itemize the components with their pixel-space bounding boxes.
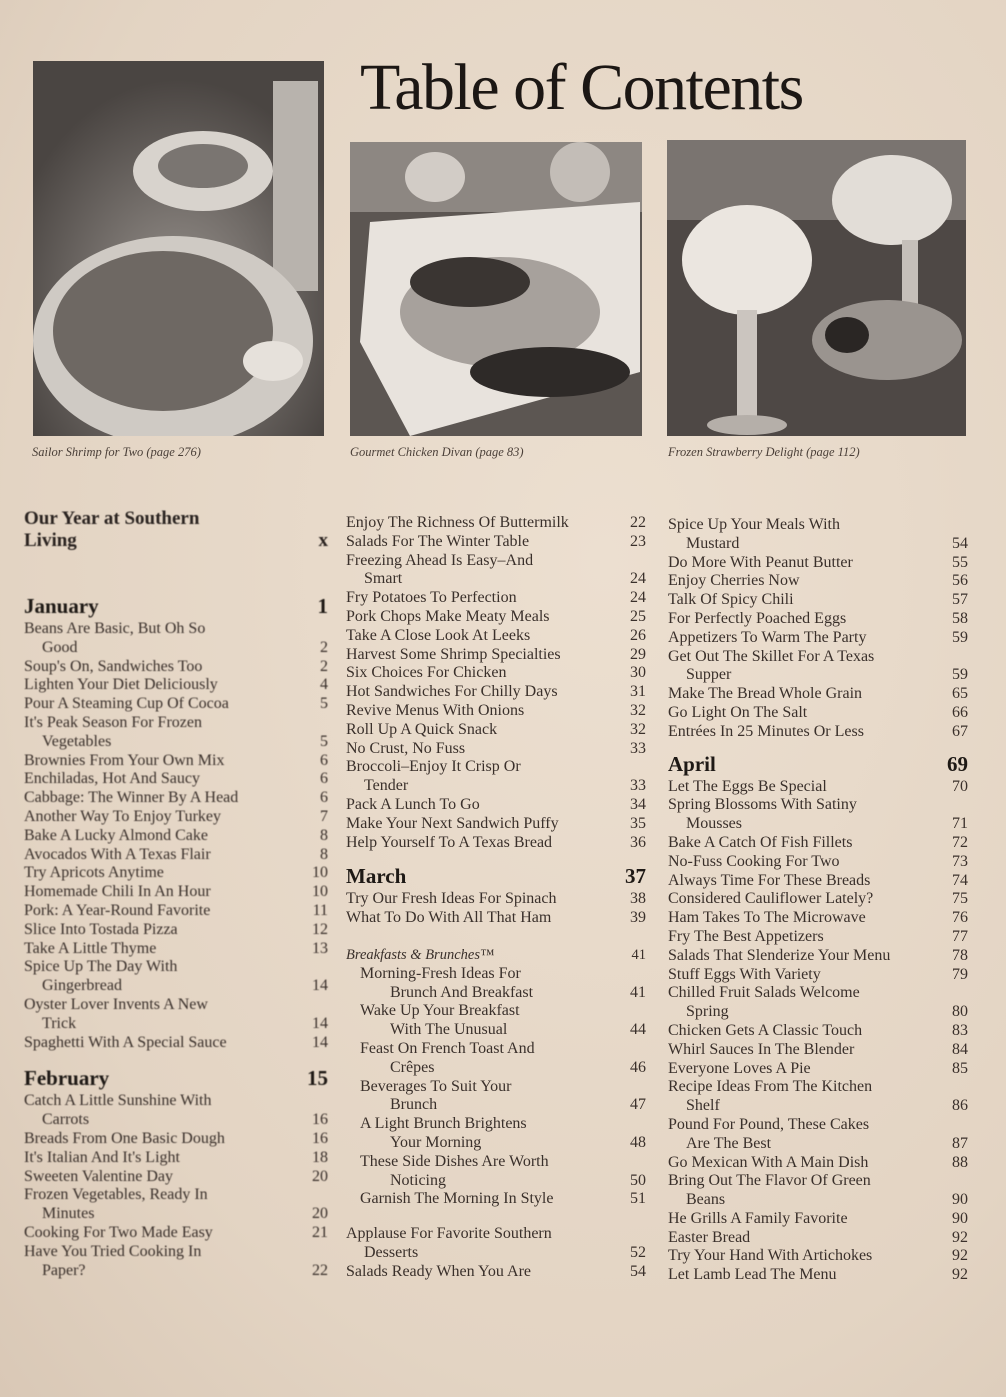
toc-entry-page: 90: [952, 1191, 968, 1209]
toc-entry-page: 44: [630, 1021, 646, 1039]
toc-entry-title: Go Mexican With A Main Dish: [668, 1153, 869, 1171]
toc-entry-title: These Side Dishes Are Worth Noticing: [360, 1152, 549, 1189]
toc-entry[interactable]: [668, 909, 968, 928]
toc-entry-page: 22: [312, 1261, 328, 1279]
toc-entry[interactable]: [24, 902, 328, 921]
photo-caption-chicken-divan: Gourmet Chicken Divan (page 83): [350, 445, 524, 459]
toc-entry[interactable]: [24, 676, 328, 695]
toc-entry[interactable]: [668, 947, 968, 966]
toc-entry-title: Garnish The Morning In Style: [360, 1190, 554, 1208]
toc-entry[interactable]: [24, 1168, 328, 1187]
toc-entry[interactable]: [346, 740, 646, 759]
toc-entry[interactable]: [24, 940, 328, 959]
toc-entry[interactable]: [346, 514, 646, 533]
toc-entry-page: 92: [952, 1247, 968, 1265]
toc-entry[interactable]: [668, 1172, 968, 1210]
toc-entry-title: Easter Bread: [668, 1228, 751, 1246]
toc-entry[interactable]: [346, 909, 646, 928]
toc-entry-page: 16: [312, 1129, 328, 1147]
toc-entry-title: Spice Up Your Meals With Mustard: [668, 516, 840, 552]
toc-entry-page: 31: [630, 683, 646, 701]
toc-entry[interactable]: [24, 1130, 328, 1149]
toc-entry[interactable]: [346, 664, 646, 683]
toc-entry-title: It's Peak Season For Frozen Vegetables: [24, 713, 202, 750]
toc-entry-title: Talk Of Spicy Chili: [668, 591, 794, 609]
toc-entry[interactable]: [24, 1224, 328, 1243]
toc-entry[interactable]: [346, 1225, 646, 1263]
toc-entry-title: Recipe Ideas From The Kitchen Shelf: [668, 1078, 873, 1115]
toc-entry-page: 39: [630, 909, 646, 927]
toc-entry[interactable]: [346, 1040, 646, 1078]
toc-entry-title: Soup's On, Sandwiches Too: [24, 657, 203, 675]
toc-entry-title: Revive Menus With Onions: [346, 701, 525, 719]
toc-entry[interactable]: [668, 1041, 968, 1060]
toc-entry-page: 10: [312, 883, 328, 901]
toc-entry-title: Entrées In 25 Minutes Or Less: [668, 722, 864, 740]
toc-entry[interactable]: [24, 714, 328, 752]
toc-entry-title: Make The Bread Whole Grain: [668, 685, 863, 703]
toc-entry[interactable]: [24, 770, 328, 789]
toc-month-february[interactable]: February 15: [24, 1066, 328, 1091]
toc-entry-page: 92: [952, 1228, 968, 1246]
toc-entry-page: 8: [320, 826, 328, 844]
toc-entry-page: 10: [312, 864, 328, 882]
toc-entry-page: 80: [952, 1003, 968, 1021]
toc-entry-title: Oyster Lover Invents A New Trick: [24, 995, 208, 1032]
toc-entry[interactable]: [346, 1263, 646, 1282]
toc-entry-page: 70: [952, 777, 968, 795]
toc-entry[interactable]: [668, 610, 968, 629]
toc-entry-page: 6: [320, 751, 328, 769]
toc-entry-page: 25: [630, 607, 646, 625]
toc-entry-title: Spice Up The Day With Gingerbread: [24, 958, 178, 995]
toc-entry-page: 32: [630, 720, 646, 738]
toc-entry-title: Pork Chops Make Meaty Meals: [346, 607, 550, 625]
toc-entry-title: No-Fuss Cooking For Two: [668, 852, 840, 870]
toc-entry-title: He Grills A Family Favorite: [668, 1209, 848, 1227]
toc-entry-title: Take A Close Look At Leeks: [346, 626, 531, 644]
toc-entry-title: Let Lamb Lead The Menu: [668, 1266, 837, 1284]
toc-entry-title: Salads For The Winter Table: [346, 532, 530, 550]
toc-entry-page: 18: [312, 1148, 328, 1166]
toc-entry-page: 47: [630, 1096, 646, 1114]
toc-entry-title: Do More With Peanut Butter: [668, 553, 853, 571]
toc-entry-page: 52: [630, 1243, 646, 1261]
toc-entry-page: 41: [630, 983, 646, 1001]
toc-entry-page: 20: [312, 1167, 328, 1185]
toc-entry-page: 22: [630, 514, 646, 531]
toc-entry-title: Morning-Fresh Ideas For Brunch And Breakfast: [360, 964, 534, 1001]
toc-entry-page: 77: [952, 927, 968, 945]
toc-entry[interactable]: [668, 572, 968, 591]
toc-entry-page: 26: [630, 626, 646, 644]
toc-entry-title: Always Time For These Breads: [668, 871, 871, 889]
toc-entry-page: 14: [312, 1014, 328, 1032]
toc-entry-title: Bake A Lucky Almond Cake: [24, 826, 208, 844]
photo-chicken-divan: [350, 142, 642, 436]
toc-entry-title: Beverages To Suit Your Brunch: [360, 1077, 512, 1114]
toc-entry[interactable]: [24, 695, 328, 714]
toc-entry[interactable]: [24, 620, 328, 658]
toc-entry-title: Considered Cauliflower Lately?: [668, 890, 874, 908]
toc-entry[interactable]: [346, 1115, 646, 1153]
toc-entry[interactable]: [346, 796, 646, 815]
toc-list-march: [346, 890, 646, 928]
toc-entry[interactable]: [24, 827, 328, 846]
toc-entry[interactable]: [346, 965, 646, 1003]
toc-entry[interactable]: [668, 1116, 968, 1154]
toc-entry-title: Applause For Favorite Southern Desserts: [346, 1225, 552, 1261]
toc-entry[interactable]: [668, 796, 968, 834]
toc-entry-intro[interactable]: Our Year at Southern Living x: [24, 508, 328, 551]
toc-entry-title: What To Do With All That Ham: [346, 909, 552, 927]
toc-entry-page: 11: [312, 901, 328, 919]
toc-entry-page: 48: [630, 1133, 646, 1151]
toc-entry-title: Cooking For Two Made Easy: [24, 1223, 213, 1241]
toc-entry-title: Bake A Catch Of Fish Fillets: [668, 833, 853, 851]
toc-column-2: [346, 514, 646, 1281]
toc-entry-page: 92: [952, 1266, 968, 1284]
toc-entry[interactable]: [24, 1149, 328, 1168]
toc-month-january[interactable]: January 1: [24, 594, 328, 618]
toc-entry[interactable]: [24, 658, 328, 677]
toc-entry-page: 24: [630, 570, 646, 588]
toc-list-april: [668, 778, 968, 1286]
toc-entry[interactable]: [24, 846, 328, 865]
toc-entry-title: Pork: A Year-Round Favorite: [24, 901, 211, 919]
toc-entry[interactable]: [668, 1229, 968, 1248]
toc-entry-page: 33: [630, 739, 646, 757]
toc-entry-page: 78: [952, 946, 968, 964]
toc-entry-page: 51: [630, 1190, 646, 1208]
toc-entry[interactable]: [346, 1153, 646, 1191]
toc-entry-page: 6: [320, 770, 328, 788]
toc-entry[interactable]: [668, 1154, 968, 1173]
toc-entry[interactable]: [668, 554, 968, 573]
toc-entry[interactable]: [24, 883, 328, 902]
toc-entry-title: Whirl Sauces In The Blender: [668, 1040, 855, 1058]
toc-entry-page: 67: [952, 722, 968, 740]
toc-entry-page: 90: [952, 1209, 968, 1227]
toc-entry-page: 59: [952, 628, 968, 646]
toc-entry-page: 35: [630, 814, 646, 832]
toc-entry-page: 20: [312, 1205, 328, 1223]
toc-entry-page: 6: [320, 789, 328, 807]
toc-entry-title: Enjoy Cherries Now: [668, 572, 800, 590]
toc-entry-title: Brownies From Your Own Mix: [24, 751, 225, 769]
photo-caption-sailor-shrimp: Sailor Shrimp for Two (page 276): [32, 445, 201, 459]
toc-entry-page: 2: [320, 638, 328, 656]
toc-entry-title: Spaghetti With A Special Sauce: [24, 1033, 227, 1051]
toc-entry-page: 76: [952, 909, 968, 927]
toc-entry[interactable]: [668, 704, 968, 723]
toc-entry-title: Go Light On The Salt: [668, 703, 808, 721]
toc-entry[interactable]: [24, 864, 328, 883]
toc-entry[interactable]: [346, 834, 646, 853]
toc-entry[interactable]: [668, 685, 968, 704]
toc-entry[interactable]: [668, 834, 968, 853]
toc-entry[interactable]: [346, 1078, 646, 1116]
toc-entry-title: Lighten Your Diet Deliciously: [24, 676, 218, 694]
toc-entry[interactable]: [668, 853, 968, 872]
toc-entry[interactable]: [24, 921, 328, 940]
toc-list-january: [24, 620, 328, 1052]
toc-list-breakfasts: [346, 965, 646, 1209]
toc-entry[interactable]: [24, 1034, 328, 1053]
toc-entry-title: Salads Ready When You Are: [346, 1262, 532, 1280]
toc-entry[interactable]: [668, 1266, 968, 1285]
toc-entry-page: 73: [952, 852, 968, 870]
toc-entry[interactable]: [346, 552, 646, 590]
toc-entry-title: Frozen Vegetables, Ready In Minutes: [24, 1186, 208, 1223]
toc-entry-page: 14: [312, 977, 328, 995]
toc-entry-page: 8: [320, 845, 328, 863]
toc-entry-page: 72: [952, 833, 968, 851]
toc-entry-title: Homemade Chili In An Hour: [24, 883, 211, 901]
toc-entry[interactable]: [346, 589, 646, 608]
toc-entry[interactable]: [668, 723, 968, 742]
toc-entry[interactable]: [346, 1002, 646, 1040]
toc-entry-page: 54: [952, 534, 968, 552]
toc-entry-title: Pack A Lunch To Go: [346, 795, 480, 813]
toc-entry-title: Ham Takes To The Microwave: [668, 909, 866, 927]
toc-entry-page: 83: [952, 1021, 968, 1039]
toc-entry[interactable]: [346, 702, 646, 721]
toc-entry-page: 59: [952, 666, 968, 684]
toc-entry-page: 56: [952, 572, 968, 590]
toc-entry-page: 50: [630, 1171, 646, 1189]
toc-entry-title: Hot Sandwiches For Chilly Days: [346, 683, 558, 701]
toc-entry[interactable]: [24, 1186, 328, 1224]
toc-entry[interactable]: [668, 890, 968, 909]
toc-entry[interactable]: [346, 721, 646, 740]
toc-entry[interactable]: [24, 996, 328, 1034]
toc-entry-page: 36: [630, 833, 646, 851]
toc-entry-title: Chicken Gets A Classic Touch: [668, 1021, 863, 1039]
photo-sailor-shrimp: [33, 61, 324, 436]
toc-entry-title: Try Your Hand With Artichokes: [668, 1247, 873, 1265]
toc-entry-title: Stuff Eggs With Variety: [668, 965, 821, 983]
toc-entry-page: 87: [952, 1134, 968, 1152]
toc-entry-title: Try Our Fresh Ideas For Spinach: [346, 890, 557, 908]
toc-entry-title: Another Way To Enjoy Turkey: [24, 807, 221, 825]
toc-entry[interactable]: [346, 1190, 646, 1209]
toc-entry[interactable]: [24, 1243, 328, 1281]
toc-entry-page: 84: [952, 1040, 968, 1058]
toc-entry-page: 75: [952, 890, 968, 908]
toc-entry-title: Everyone Loves A Pie: [668, 1059, 811, 1077]
toc-entry-page: 12: [312, 920, 328, 938]
toc-month-april[interactable]: April 69: [668, 751, 968, 776]
toc-entry-page: 86: [952, 1097, 968, 1115]
toc-entry-page: 5: [320, 732, 328, 750]
toc-entry-page: 16: [312, 1111, 328, 1129]
toc-entry-title: Enchiladas, Hot And Saucy: [24, 770, 200, 788]
toc-entry[interactable]: [668, 1060, 968, 1079]
toc-entry[interactable]: [346, 758, 646, 796]
toc-entry-title: Broccoli–Enjoy It Crisp Or Tender: [346, 758, 521, 795]
toc-entry-page: 54: [630, 1262, 646, 1280]
toc-entry-title: Appetizers To Warm The Party: [668, 628, 867, 646]
toc-entry[interactable]: [346, 627, 646, 646]
toc-entry-title: Feast On French Toast And Crêpes: [360, 1039, 535, 1076]
toc-entry-title: Beans Are Basic, But Oh So Good: [24, 620, 206, 656]
toc-entry[interactable]: [24, 958, 328, 996]
toc-entry-title: Salads That Slenderize Your Menu: [668, 946, 891, 964]
photo-caption-strawberry-delight: Frozen Strawberry Delight (page 112): [668, 445, 860, 459]
toc-entry-page: 74: [952, 871, 968, 889]
toc-entry-page: 14: [312, 1033, 328, 1051]
toc-entry[interactable]: [24, 789, 328, 808]
toc-section-breakfasts-brunches[interactable]: Breakfasts & Brunches™ 41: [346, 946, 646, 963]
toc-entry[interactable]: [346, 683, 646, 702]
toc-entry-title: Harvest Some Shrimp Specialties: [346, 645, 561, 663]
toc-entry[interactable]: [668, 778, 968, 797]
toc-list-february-a: [24, 1092, 328, 1280]
toc-entry-page: 29: [630, 645, 646, 663]
toc-entry-page: 30: [630, 664, 646, 682]
toc-entry-page: 33: [630, 777, 646, 795]
toc-entry[interactable]: [668, 1247, 968, 1266]
toc-entry-title: Chilled Fruit Salads Welcome Spring: [668, 984, 860, 1021]
toc-entry-page: 58: [952, 609, 968, 627]
toc-entry[interactable]: [24, 808, 328, 827]
toc-entry-title: Avocados With A Texas Flair: [24, 845, 211, 863]
toc-entry-title: Six Choices For Chicken: [346, 664, 507, 682]
toc-entry[interactable]: [668, 984, 968, 1022]
toc-entry-title: Let The Eggs Be Special: [668, 777, 827, 795]
toc-entry[interactable]: [346, 815, 646, 834]
toc-entry-title: Slice Into Tostada Pizza: [24, 920, 178, 938]
toc-entry-page: 79: [952, 965, 968, 983]
toc-column-3: [668, 516, 968, 1285]
toc-entry-page: 2: [320, 657, 328, 675]
toc-entry[interactable]: [668, 928, 968, 947]
toc-entry[interactable]: [668, 648, 968, 686]
toc-entry-page: 24: [630, 589, 646, 607]
page-title: Table of Contents: [360, 51, 803, 124]
toc-entry-title: Roll Up A Quick Snack: [346, 720, 498, 738]
toc-entry[interactable]: [346, 646, 646, 665]
toc-entry-title: A Light Brunch Brightens Your Morning: [360, 1115, 527, 1151]
toc-entry-title: Freezing Ahead Is Easy–And Smart: [346, 551, 534, 588]
toc-list-february-b: [346, 514, 646, 852]
toc-entry-title: Pour A Steaming Cup Of Cocoa: [24, 695, 229, 713]
toc-entry-page: 23: [630, 532, 646, 550]
photo-strawberry-delight: [667, 140, 966, 436]
toc-entry[interactable]: [346, 608, 646, 627]
toc-entry-title: Breads From One Basic Dough: [24, 1129, 225, 1147]
toc-list-march-after-a: [346, 1225, 646, 1281]
toc-month-march[interactable]: March 37: [346, 864, 646, 889]
toc-list-march-after-b: [668, 516, 968, 742]
toc-entry[interactable]: [668, 872, 968, 891]
toc-entry[interactable]: [668, 1210, 968, 1229]
toc-entry-page: 55: [952, 553, 968, 571]
toc-entry[interactable]: [668, 966, 968, 985]
toc-entry-page: 65: [952, 685, 968, 703]
toc-entry-page: 21: [312, 1223, 328, 1241]
toc-entry-title: Bring Out The Flavor Of Green Beans: [668, 1172, 871, 1209]
toc-entry[interactable]: [346, 890, 646, 909]
toc-entry-page: 85: [952, 1059, 968, 1077]
toc-entry-title: Have You Tried Cooking In Paper?: [24, 1242, 202, 1279]
toc-entry[interactable]: [668, 516, 968, 554]
toc-entry-title: Sweeten Valentine Day: [24, 1167, 173, 1185]
toc-entry[interactable]: [24, 1092, 328, 1130]
toc-entry-title: Take A Little Thyme: [24, 939, 157, 957]
toc-entry-title: Pound For Pound, These Cakes Are The Best: [668, 1115, 870, 1152]
toc-entry-title: For Perfectly Poached Eggs: [668, 609, 847, 627]
toc-entry-page: 57: [952, 591, 968, 609]
toc-entry-title: Wake Up Your Breakfast With The Unusual: [360, 1002, 520, 1039]
toc-entry-title: No Crust, No Fuss: [346, 739, 466, 757]
toc-entry-page: 7: [320, 807, 328, 825]
toc-entry-page: 88: [952, 1153, 968, 1171]
toc-entry-title: Fry Potatoes To Perfection: [346, 589, 517, 607]
toc-entry[interactable]: [668, 629, 968, 648]
toc-entry-title: Get Out The Skillet For A Texas Supper: [668, 647, 875, 684]
toc-entry-page: 66: [952, 703, 968, 721]
toc-entry-title: Help Yourself To A Texas Bread: [346, 833, 553, 851]
toc-entry-page: 38: [630, 890, 646, 908]
toc-entry-title: Make Your Next Sandwich Puffy: [346, 814, 559, 832]
toc-entry-page: 4: [320, 676, 328, 694]
toc-entry-page: 13: [312, 939, 328, 957]
toc-entry-title: It's Italian And It's Light: [24, 1148, 180, 1166]
toc-entry-page: 46: [630, 1058, 646, 1076]
toc-entry[interactable]: [346, 533, 646, 552]
toc-entry-page: 71: [952, 815, 968, 833]
toc-entry[interactable]: [24, 752, 328, 771]
toc-entry[interactable]: [668, 1078, 968, 1116]
toc-column-1: [24, 508, 328, 1280]
toc-entry-page: 32: [630, 701, 646, 719]
toc-entry[interactable]: [668, 1022, 968, 1041]
toc-entry-page: 34: [630, 795, 646, 813]
toc-entry-title: Enjoy The Richness Of Buttermilk: [346, 514, 569, 531]
toc-entry-title: Cabbage: The Winner By A Head: [24, 789, 239, 807]
toc-entry-title: Fry The Best Appetizers: [668, 927, 824, 945]
toc-entry-title: Try Apricots Anytime: [24, 864, 164, 882]
toc-entry[interactable]: [668, 591, 968, 610]
toc-entry-title: Spring Blossoms With Satiny Mousses: [668, 796, 857, 833]
toc-entry-page: 5: [320, 695, 328, 713]
toc-entry-title: Catch A Little Sunshine With Carrots: [24, 1092, 212, 1129]
